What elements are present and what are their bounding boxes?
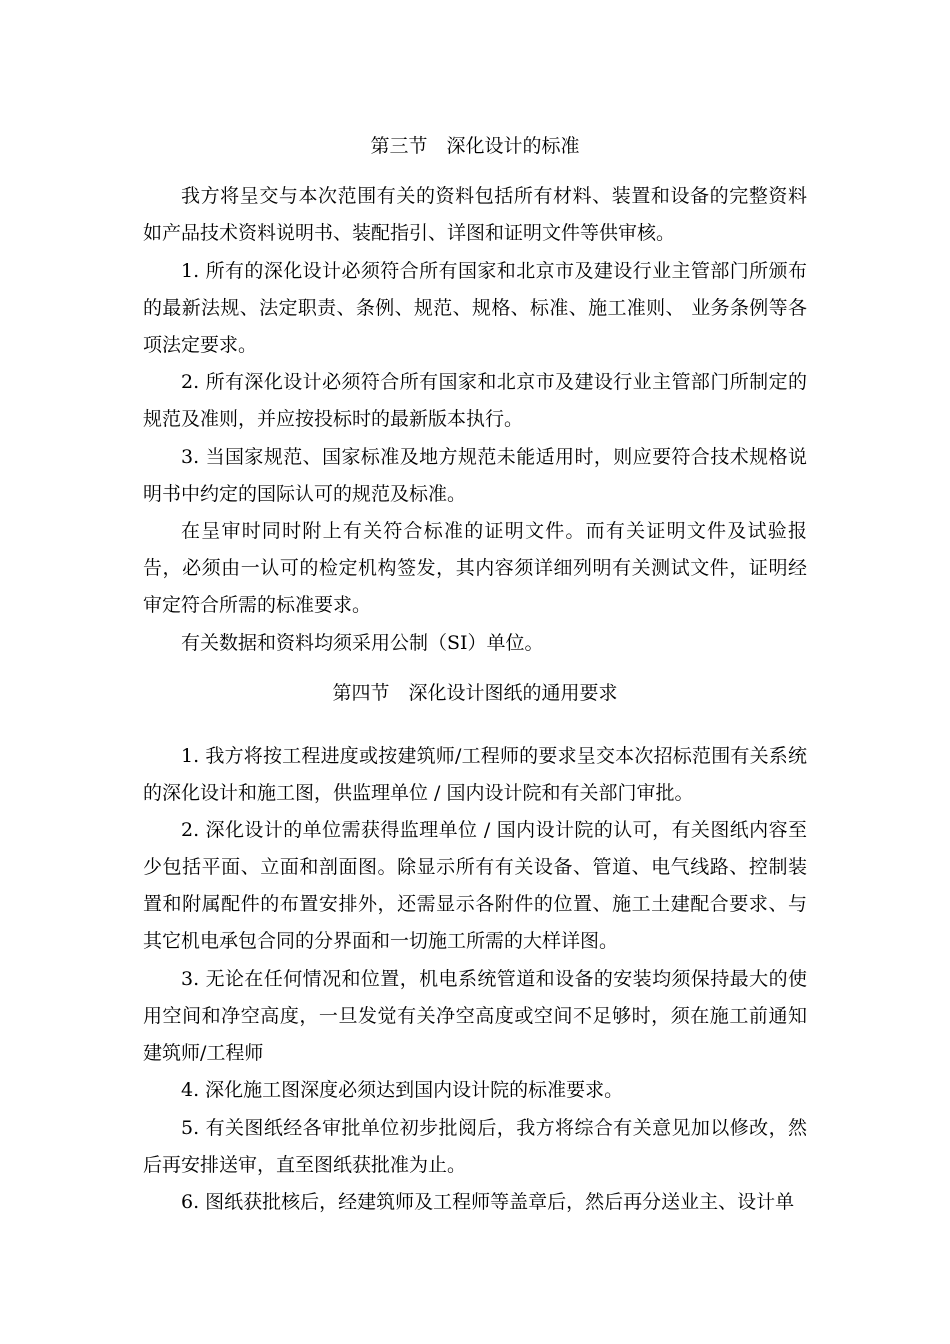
section-4-paragraph: 2. 深化设计的单位需获得监理单位 / 国内设计院的认可，有关图纸内容至少包括平面、立面和剖面图。除显示所有有关设备、管道、电气线路、控制装置和附属配件的布置安排外，还需显示各附件的位置、施工土建配合要求、与其它机电承包合同的分界面和一切施工所需的大样详图。 [143,819,807,952]
section-4-heading: 第四节 深化设计图纸的通用要求 [332,681,618,704]
section-3-paragraph: 1. 所有的深化设计必须符合所有国家和北京市及建设行业主管部门所颁布的最新法规、法定职责、条例、规范、规格、标准、施工准则、 业务条例等各项法定要求。 [143,259,807,356]
section-3-paragraph: 有关数据和资料均须采用公制（SI）单位。 [181,631,544,654]
section-3-paragraph: 3. 当国家规范、国家标准及地方规范未能适用时，则应要符合技术规格说明书中约定的国际认可的规范及标准。 [143,445,807,505]
document-body [143,128,807,1222]
section-4-paragraph: 1. 我方将按工程进度或按建筑师/工程师的要求呈交本次招标范围有关系统的深化设计和施工图，供监理单位 / 国内设计院和有关部门审批。 [143,744,807,804]
section-4-paragraph: 5. 有关图纸经各审批单位初步批阅后，我方将综合有关意见加以修改，然后再安排送审，直至图纸获批准为止。 [143,1116,807,1176]
section-3-heading: 第三节 深化设计的标准 [370,135,580,157]
section-4-paragraph: 4. 深化施工图深度必须达到国内设计院的标准要求。 [181,1079,624,1101]
section-3-paragraph: 2. 所有深化设计必须符合所有国家和北京市及建设行业主管部门所制定的规范及准则，并应按投标时的最新版本执行。 [143,371,807,430]
section-3-paragraph: 我方将呈交与本次范围有关的资料包括所有材料、装置和设备的完整资料如产品技术资料说明书、装配指引、详图和证明文件等供审核。 [143,185,807,244]
section-4-paragraph: 3. 无论在任何情况和位置，机电系统管道和设备的安装均须保持最大的使用空间和净空高度，一旦发觉有关净空高度或空间不足够时，须在施工前通知建筑师/工程师 [143,967,807,1064]
section-3-paragraph: 在呈审时同时附上有关符合标准的证明文件。而有关证明文件及试验报告，必须由一认可的检定机构签发，其内容须详细列明有关测试文件，证明经审定符合所需的标准要求。 [143,520,807,616]
section-4-paragraph: 6. 图纸获批核后，经建筑师及工程师等盖章后，然后再分送业主、设计单 [181,1191,795,1213]
